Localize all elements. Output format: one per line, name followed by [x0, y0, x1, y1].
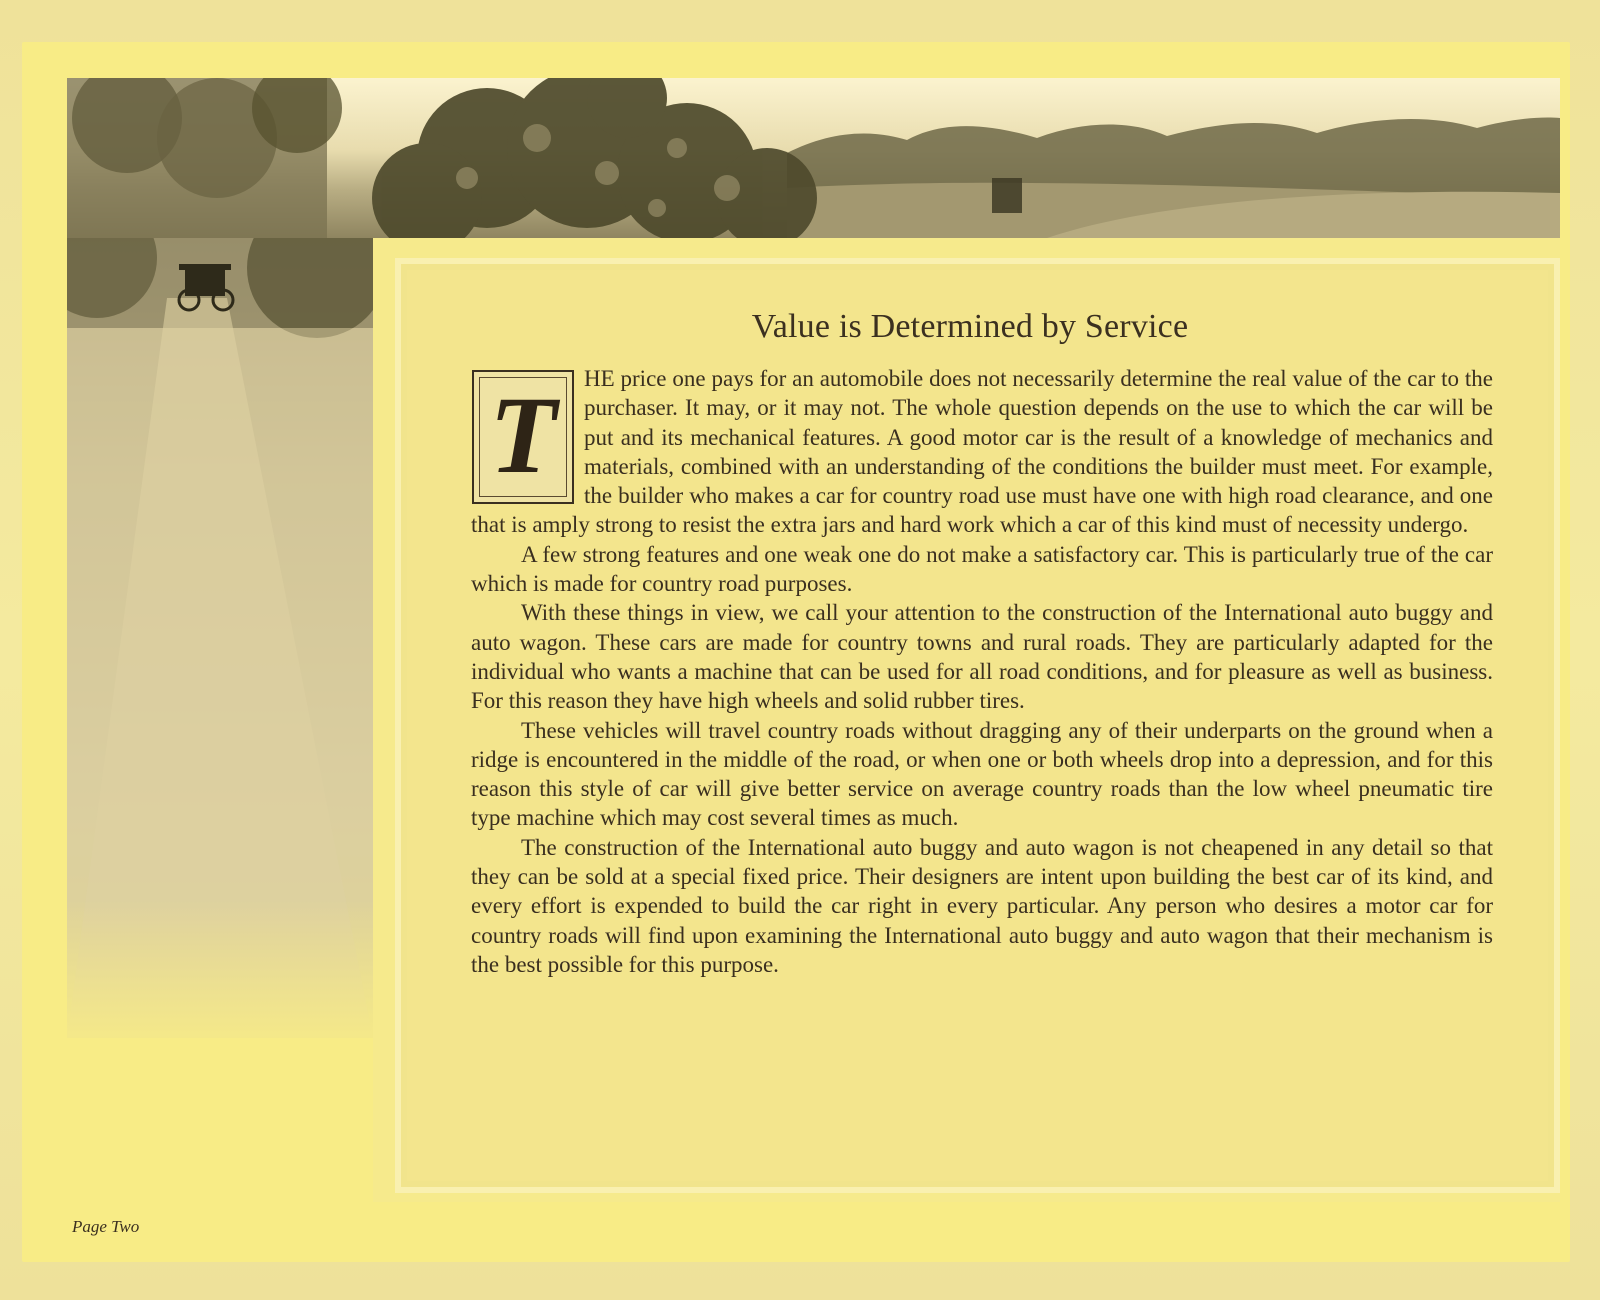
page-title: Value is Determined by Service — [751, 308, 1189, 345]
dropcap-space — [471, 364, 584, 504]
paragraph-2: A few strong features and one weak one do not make a satisfactory car. This is particularly true of the car which is made for country road purposes. — [471, 541, 1493, 597]
photo-fade — [67, 900, 373, 1060]
paragraph-1-text: HE price one pays for an automobile does not necessarily determine the real value of the car to the purchaser. It may, or it may not. The whole question depends on the use to which the car will be put and its mechanical features. A good motor car is the result of a knowledge of mechanics and materials, combined with an understanding of the conditions the builder must meet. For example, the builder who makes a car for country road use must have one with high road clearance, and one that is amply strong to resist the extra jars and hard work which a car of this kind must of necessity undergo. — [471, 366, 1493, 538]
page-number: Page Two — [72, 1217, 140, 1236]
paragraph-1 — [471, 364, 1493, 540]
dropcap-letter: T — [489, 374, 557, 496]
landscape-photo-top — [67, 78, 1560, 238]
paragraph-4: These vehicles will travel country roads without dragging any of their underparts on the ground when a ridge is encountered in the middle of the road, or when one or both wheels drop into a depression, and for this reason this style of car will give better service on average country roads than the low wheel pneumatic tire type machine which may cost several times as much. — [471, 717, 1493, 831]
paragraph-3: With these things in view, we call your attention to the construction of the International auto buggy and auto wagon. These cars are made for country towns and rural roads. They are particularly adapted for the individual who wants a machine that can be used for all road conditions, and for pleasure as well as business. For this reason they have high wheels and solid rubber tires. — [471, 600, 1493, 714]
landscape-scene — [67, 78, 1560, 238]
body-text — [471, 364, 1493, 979]
paragraph-5: The construction of the International auto buggy and auto wagon is not cheapened in any detail so that they can be sold at a special fixed price. Their designers are intent upon building the best car of its kind, and every effort is expended to build the car right in every particular. Any person who desires a motor car for country roads will find upon examining the International auto buggy and auto wagon that their mechanism is the best possible for this purpose. — [471, 834, 1493, 977]
